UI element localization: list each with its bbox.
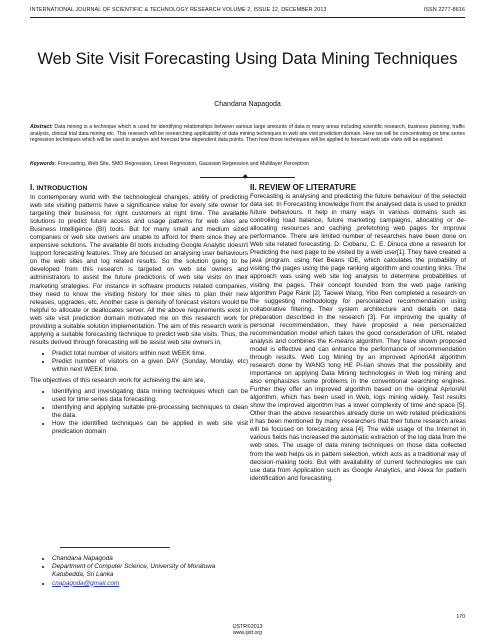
paper-title: Web Site Visit Forecasting Using Data Mining Techniques (37, 50, 458, 68)
issn: ISSN 2277-8616 (423, 7, 465, 13)
author-name: Chandana Napagoda (214, 101, 281, 108)
footnote-rule (60, 547, 170, 548)
aims-list (30, 350, 248, 374)
author-footnotes (30, 555, 248, 588)
introduction-heading (30, 183, 248, 194)
footer-website-link[interactable]: www.ijstr.org (232, 630, 263, 637)
keywords-label: Keywords (30, 161, 55, 167)
objectives-list (30, 388, 248, 436)
list-item: • Predict number of visitors on a given DAY (Sunday, Monday, etc) within next WEEK time. (52, 358, 248, 374)
journal-running-header (30, 5, 465, 15)
list-item: • Predict total number of visitors within next WEEK time. (52, 350, 248, 358)
introduction-heading-text: INTRODUCTION (36, 185, 88, 192)
divider-diamond-icon: ◆ (243, 174, 248, 180)
list-item: • How the identified techniques can be applied in web site visit predication domain (52, 420, 248, 436)
page-number: 170 (456, 614, 465, 620)
list-item: • Identifying and investigating data mining techniques which can be used for time series data forecasting. (52, 388, 248, 404)
literature-paragraph: Forecasting is analysing and predicting the future behaviour of the selected data set. In Forecasting knowledge from the analysed data is used to predict future behaviours. It help in many ways in various domains such as controlling load balance, future marketing campaigns, allocating or de-allocating resources and caching ,prefetching web pages for improve performance. There are limited number of researches have been done on Web site related forecasting. D. Ciobanu, C. E. Dinuca done a research for Predicting the next page to be visited by a web user[1]. They have created a java program, using Net Beans IDE, which calculates the probability of visiting the pages using the page ranking algorithm and counting links. The approach was using web site log analysis to determine probabilities of visiting the pages. Their concept founded from the web page ranking algorithm Page Rank [2]. Taowei Wang, Yibo Ren completed a research on the suggesting methodology for personalized recommendation using collaborative filtering. Their system architecture and details on data preparation described in the research [3]. For improving the quality of personal recommendation, they have proposed a new personalized recommendation model which takes the good consideration of URL related analysis and combines the K-means algorithm. They have shown proposed model is effective and can enhance the performance of recommendation through results. Web Log Mining by an improved AprioriAll algorithm research done by WANG tong HE Pi-lian shows that the possibility and importance on applying Data Mining technologies in Web log mining and also emphasizes some problems in the conventional searching engines. Further they offer an improved algorithm based on the original AprioriAll algorithm, which has been used in Web, logs mining widely. Test results show the improved algorithm has a lower complexity of time and space [5]. Other than the above researches already done on web related predications it has been mentioned by many researchers that their future research areas will be focused on forecasting area [4]. The wide usage of the Internet in various fields has increased the automatic extraction of the log data from the web sites. The usage of data mining techniques on those data collected from the web helps us in pattern selection, which acts as a traditional way of decision-making tools. But with availability of current technologies we can use data from Application such as Google Analytics, and Alexa for pattern identification and forecasting. (250, 193, 466, 482)
objectives-intro: The objectives of this research work for achieving the aim are, (30, 377, 206, 385)
footnote-affiliation: • Department of Computer Science, University of Moratuwa Katubedda, Sri Lanka (52, 563, 248, 579)
keywords (30, 161, 465, 168)
right-column (250, 183, 466, 483)
list-item: • Identifying and applying suitable pre-processing techniques to clean the data. (52, 404, 248, 420)
author-email-link[interactable]: cnapagoda@gmail.com (52, 579, 120, 587)
introduction-heading-number: I. (30, 183, 35, 192)
abstract (30, 124, 465, 144)
footer-copyright: IJSTR©2013 (232, 624, 263, 630)
footnote-author: • Chandana Napagoda (52, 555, 248, 563)
footnote-email-item (52, 580, 248, 588)
abstract-label: Abstract: (30, 124, 53, 130)
abstract-text: Data mining is a technique which is used for identifying relationships between various large amounts of data in many areas including scientific research, business planning, traffic analysis, clinical trial data mining etc. This research will be researching applicability of data mining techniques in web site visit prediction domain. Here we will be concentrating on time series regression techniques which will be used to analyse and forecast time dependent data points. Then how those techniques will be applied to forecast web site visits will be explained. (30, 124, 465, 144)
page-footer (0, 624, 495, 636)
header-rule (30, 17, 465, 18)
literature-heading: II. REVIEW OF LITERATURE (250, 183, 357, 192)
keywords-text: : Forecasting, Web Site, SMO Regression, Linear Regression, Gaussian Regression and Multilayer Perceptron (54, 161, 310, 167)
journal-name: INTERNATIONAL JOURNAL OF SCIENTIFIC & TECHNOLOGY RESEARCH VOLUME 2, ISSUE 12, DECEMBER 2013 (30, 7, 327, 13)
left-column (30, 183, 248, 439)
introduction-paragraph: In contemporary world with the technological changes, ability of predicting web site visiting patterns have a significance value for every site owner for targeting their business for right customers at right time. The available solutions to predict future access and usage patterns for web sites are Business Intelligence (BI) tools. But for many small and medium sized companies or web site owners are unable to afford for them since they are expensive solutions. The available BI tools including Google Analytic doesn't support forecasting features. They are focused on analysing user behaviours on the web sites and log related results. So the solution going to be developed from this research is targeted on web site owners and administrators to assist the future predictions of web site visits on their marketing strategies. For instance in software products related companies, they need to know the visiting history for their sites to plan their new releases, upgrades, etc. Another case is density of forecast visitors would be helpful to allocate or deallocates server. All the above requirements exist in web site visit prediction domain motivated me on this research work for providing a suitable solution implementation. The aim of this research work is applying a suitable forecasting technique to predict web site visits. Thus, the results derived through forecasting will be assist web site owners in, (30, 194, 248, 346)
